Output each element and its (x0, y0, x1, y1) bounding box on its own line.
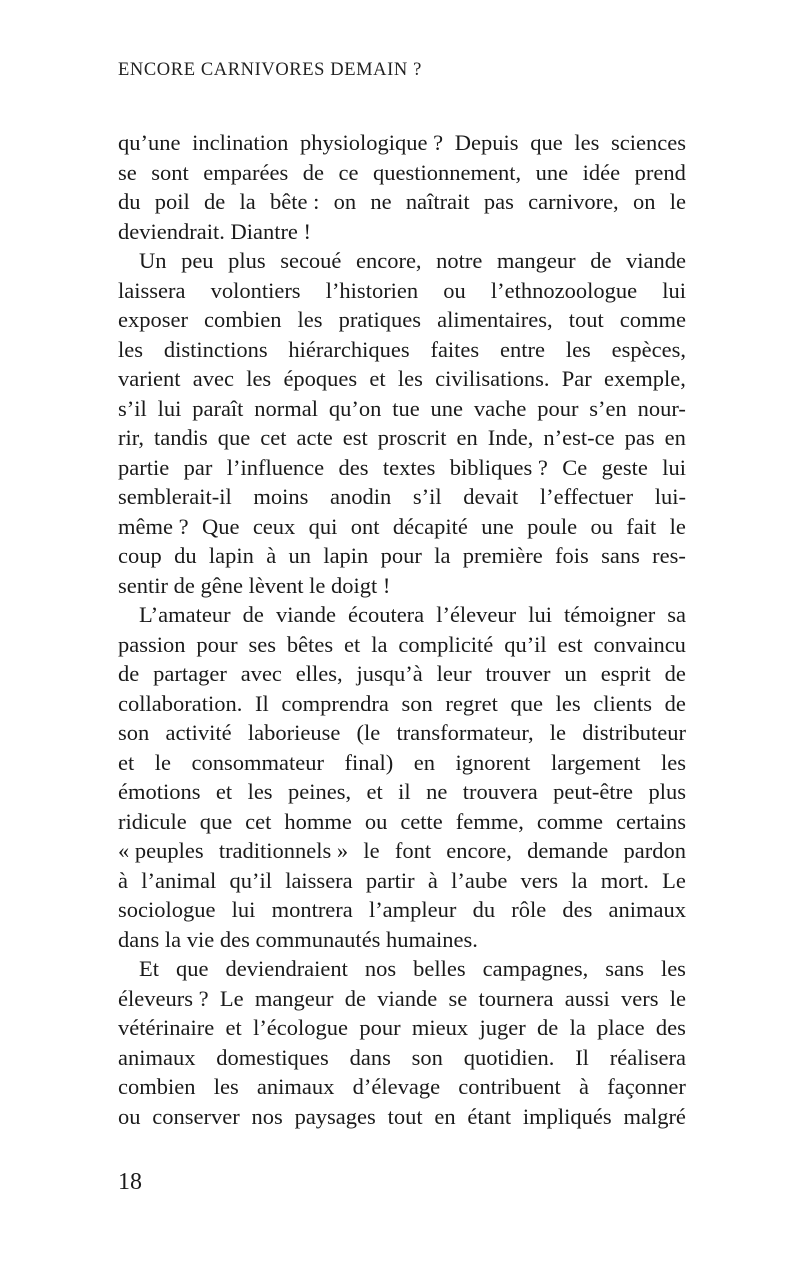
text-line: à l’animal qu’il laissera partir à l’aube vers la mort. Le (118, 867, 686, 893)
text-line: dans la vie des communautés humaines. (118, 926, 478, 952)
text-line: vétérinaire et l’écologue pour mieux juger de la place des (118, 1015, 686, 1040)
text-line: Et que deviendraient nos belles campagnes, sans les (139, 956, 686, 981)
text-line: sentir de gêne lèvent le doigt ! (118, 572, 391, 598)
text-line: coup du lapin à un lapin pour la première fois sans res- (118, 543, 686, 568)
text-line: « peuples traditionnels » le font encore, demande pardon (118, 838, 686, 863)
text-line: L’amateur de viande écoutera l’éleveur lui témoigner sa (139, 602, 686, 627)
text-line: laissera volontiers l’historien ou l’ethnozoologue lui (118, 277, 686, 303)
text-line: sociologue lui montrera l’ampleur du rôle des animaux (118, 897, 686, 922)
text-line: animaux domestiques dans son quotidien. Il réalisera (118, 1044, 686, 1070)
paragraph (118, 600, 686, 954)
text-line: éleveurs ? Le mangeur de viande se tournera aussi vers le (118, 985, 686, 1011)
text-line: combien les animaux d’élevage contribuent à façonner (118, 1074, 686, 1099)
text-line: son activité laborieuse (le transformateur, le distributeur (118, 720, 686, 745)
body-text (118, 128, 686, 1131)
running-header: ENCORE CARNIVORES DEMAIN ? (118, 60, 422, 80)
text-line: même ? Que ceux qui ont décapité une poule ou fait le (118, 513, 686, 539)
text-line: qu’une inclination physiologique ? Depuis que les sciences (118, 130, 686, 155)
text-line: exposer combien les pratiques alimentaires, tout comme (118, 307, 686, 332)
paragraph (118, 128, 686, 246)
page-number: 18 (118, 1169, 142, 1195)
text-line: émotions et les peines, et il ne trouvera peut-être plus (118, 779, 686, 804)
text-line: ridicule que cet homme ou cette femme, comme certains (118, 808, 686, 834)
paragraph (118, 246, 686, 600)
text-line: semblerait-il moins anodin s’il devait l’effectuer lui- (118, 484, 686, 509)
text-line: et le consommateur final) en ignorent largement les (118, 749, 686, 775)
text-line: ou conserver nos paysages tout en étant impliqués malgré (118, 1103, 686, 1129)
text-line: s’il lui paraît normal qu’on tue une vache pour s’en nour- (118, 395, 686, 421)
text-line: collaboration. Il comprendra son regret que les clients de (118, 690, 686, 716)
text-line: Un peu plus secoué encore, notre mangeur de viande (139, 248, 686, 273)
paragraph (118, 954, 686, 1131)
text-line: varient avec les époques et les civilisations. Par exemple, (118, 366, 686, 391)
text-line: du poil de la bête : on ne naîtrait pas carnivore, on le (118, 189, 686, 214)
text-line: les distinctions hiérarchiques faites entre les espèces, (118, 336, 686, 362)
text-line: de partager avec elles, jusqu’à leur trouver un esprit de (118, 661, 686, 686)
text-line: se sont emparées de ce questionnement, une idée prend (118, 159, 686, 185)
text-line: passion pour ses bêtes et la complicité qu’il est convaincu (118, 631, 686, 657)
text-line: rir, tandis que cet acte est proscrit en Inde, n’est-ce pas en (118, 425, 686, 450)
text-line: deviendrait. Diantre ! (118, 218, 312, 244)
text-line: partie par l’influence des textes bibliques ? Ce geste lui (118, 454, 686, 480)
